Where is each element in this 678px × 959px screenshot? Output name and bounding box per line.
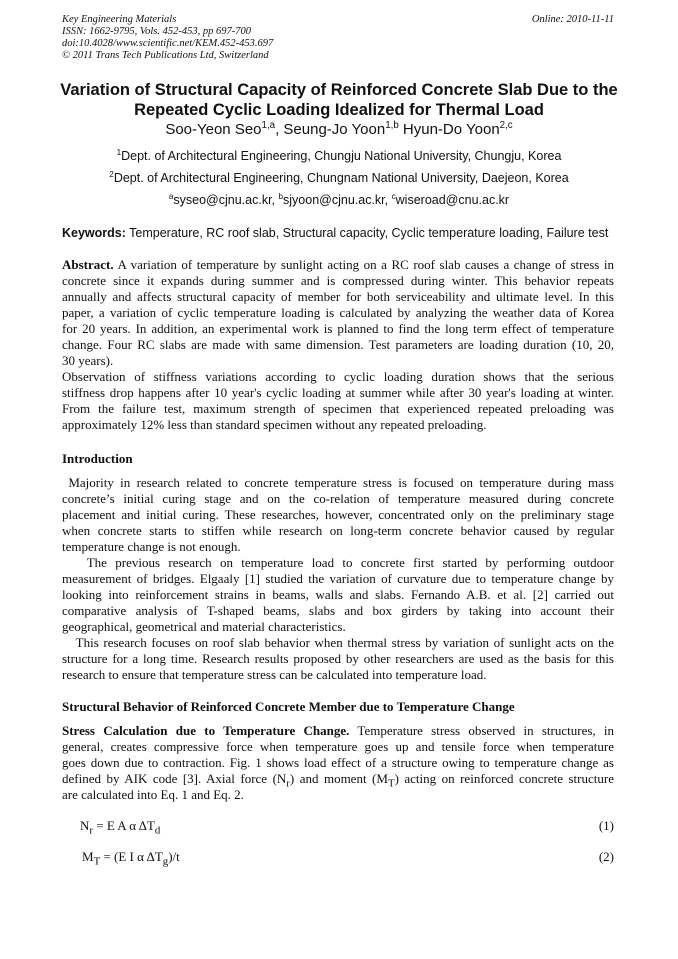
eq-text: )/t <box>168 849 180 864</box>
introduction-body <box>62 475 614 683</box>
eq-sub: d <box>154 824 161 837</box>
emails <box>20 192 658 207</box>
text-line: goes down due to contraction. Fig. 1 shows load effect of a structure owing to temperature change as <box>62 755 614 770</box>
eq-text: M <box>82 849 94 864</box>
author-name: Soo-Yeon Seo <box>165 121 262 138</box>
aff-text: Dept. of Architectural Engineering, Chungju National University, Chungju, Korea <box>121 149 562 164</box>
text-line: concrete’s initial curing stage and on the co-relation of temperature measured during concrete <box>62 491 614 506</box>
abstract-label: Abstract. <box>62 257 114 272</box>
journal-name: Key Engineering Materials <box>62 14 177 25</box>
keywords <box>62 226 608 240</box>
eq-sub: T <box>93 855 101 868</box>
text-line: comparative analysis of T-shaped beams, slabs and box girders by taking into account their <box>62 603 614 618</box>
email-sup: b <box>278 192 284 201</box>
text-line: when concrete starts to stiffen while research on long-term concrete behavior caused by regular <box>62 523 614 538</box>
eq-text: N <box>80 818 90 833</box>
text-line: 30 years). <box>62 353 114 368</box>
text-line: looking into reinforcement strains in beams, walls and slabs. Fernando A.B. et al. [2] carried out <box>62 587 614 602</box>
keywords-text: Temperature, RC roof slab, Structural capacity, Cyclic temperature loading, Failure test <box>125 226 609 240</box>
author-sup: 1,a <box>261 120 276 131</box>
line-text: defined by AIK code [3]. Axial force (N <box>62 771 287 786</box>
equation-1 <box>80 818 160 837</box>
line-text: ) acting on reinforced concrete structure <box>394 771 614 786</box>
aff-text: Dept. of Architectural Engineering, Chungnam National University, Daejeon, Korea <box>113 171 569 186</box>
subscript: T <box>387 777 395 790</box>
equation-number: (1) <box>598 818 614 833</box>
text-line: From the failure test, maximum strength of specimen that experienced repeated preloading was <box>62 401 614 416</box>
text-line: The previous research on temperature load to concrete first started by performing outdoor <box>62 555 614 570</box>
online-date: Online: 2010-11-11 <box>531 14 614 25</box>
text-line: This research focuses on roof slab behavior when thermal stress by variation of sunlight acts on the <box>62 635 614 650</box>
text-line <box>62 723 614 739</box>
author-sup: 2,c <box>499 120 513 131</box>
section-heading: Structural Behavior of Reinforced Concrete Member due to Temperature Change <box>62 699 515 714</box>
text-line: approximately 12% less than standard specimen without any repeated preloading. <box>62 417 487 432</box>
doi: doi:10.4028/www.scientific.net/KEM.452-453.697 <box>62 38 274 49</box>
email[interactable]: wiseroad@cnu.ac.kr <box>395 193 510 208</box>
copyright: © 2011 Trans Tech Publications Ltd, Switzerland <box>62 50 269 61</box>
email-sup: a <box>168 192 174 201</box>
text-line <box>62 771 614 790</box>
text-line: stiffness drop happens after 10 year's cyclic loading at summer while after 30 year's loading at winter. <box>62 385 614 400</box>
text-line: placement and initial curing. These researches, however, concentrated only on the preliminary stage <box>62 507 614 522</box>
authors <box>20 120 658 138</box>
author-name: , Seung-Jo Yoon <box>275 121 386 138</box>
text-line: concrete since it expands during summer and is compressed during winter. This behavior repeats <box>62 273 614 288</box>
text-line: annually and affects structural capacity of member for both serviceability and ultimate level. In this <box>62 289 614 304</box>
issn: ISSN: 1662-9795, Vols. 452-453, pp 697-700 <box>62 26 251 37</box>
keywords-label: Keywords: <box>62 226 126 240</box>
text-line: temperature change is not enough. <box>62 539 241 554</box>
aff-sup: 2 <box>109 170 114 179</box>
text-line: geographical, geometrical and material characteristics. <box>62 619 346 634</box>
text-line: structure for a long time. Research results proposed by other researchers are used as the basis for this <box>62 651 614 666</box>
text-line: are calculated into Eq. 1 and Eq. 2. <box>62 787 244 802</box>
text-line: measurement of bridges. Elgaaly [1] studied the variation of curvature due to temperature change by <box>62 571 614 586</box>
subscript: r <box>286 777 290 790</box>
text-line: general, creates compressive force when temperature goes up and tensile force when temperature <box>62 739 614 754</box>
equation-number: (2) <box>598 849 614 864</box>
line-text: Temperature stress observed in structures, in <box>349 723 615 738</box>
affiliation <box>20 170 658 185</box>
eq-sub: g <box>162 855 169 868</box>
section-heading: Introduction <box>62 451 133 466</box>
text-line <box>62 257 614 273</box>
email[interactable]: syseo@cjnu.ac.kr, <box>173 193 279 208</box>
author-name: Hyun-Do Yoon <box>398 121 500 138</box>
text-line: for 20 years. In addition, an experimental work is planned to find the long term effect of temperature <box>62 321 614 336</box>
subsection-label: Stress Calculation due to Temperature Change. <box>62 723 350 738</box>
paper-title: Variation of Structural Capacity of Reinforced Concrete Slab Due to the Repeated Cyclic Loading Idealized for Thermal Load <box>60 81 618 119</box>
text-line: Majority in research related to concrete temperature stress is focused on temperature during mass <box>62 475 614 490</box>
author-sup: 1,b <box>385 120 399 131</box>
affiliation <box>20 148 658 163</box>
abstract <box>62 257 614 433</box>
eq-text: = (E I α ΔT <box>100 849 163 864</box>
email[interactable]: sjyoon@cjnu.ac.kr, <box>283 193 392 208</box>
eq-text: = E A α ΔT <box>93 818 155 833</box>
text-line: research to ensure that temperature stress can be calculated into temperature load. <box>62 667 487 682</box>
line-text: ) and moment (M <box>289 771 388 786</box>
section-body <box>62 723 614 803</box>
eq-sub: r <box>89 824 93 837</box>
email-sup: c <box>391 192 396 201</box>
equation-2 <box>82 849 180 868</box>
line-text: A variation of temperature by sunlight acting on a RC roof slab causes a change of stress in <box>113 257 614 272</box>
text-line: Observation of stiffness variations according to cyclic loading duration shows that the serious <box>62 369 614 384</box>
text-line: paper, a variation of cyclic temperature loading is calculated by analyzing the weather data of Korea <box>62 305 614 320</box>
aff-sup: 1 <box>116 148 122 157</box>
text-line: change. Four RC slabs are made with same dimension. Test parameters are loading duration (10, 20, <box>62 337 614 352</box>
journal-header <box>62 14 273 62</box>
